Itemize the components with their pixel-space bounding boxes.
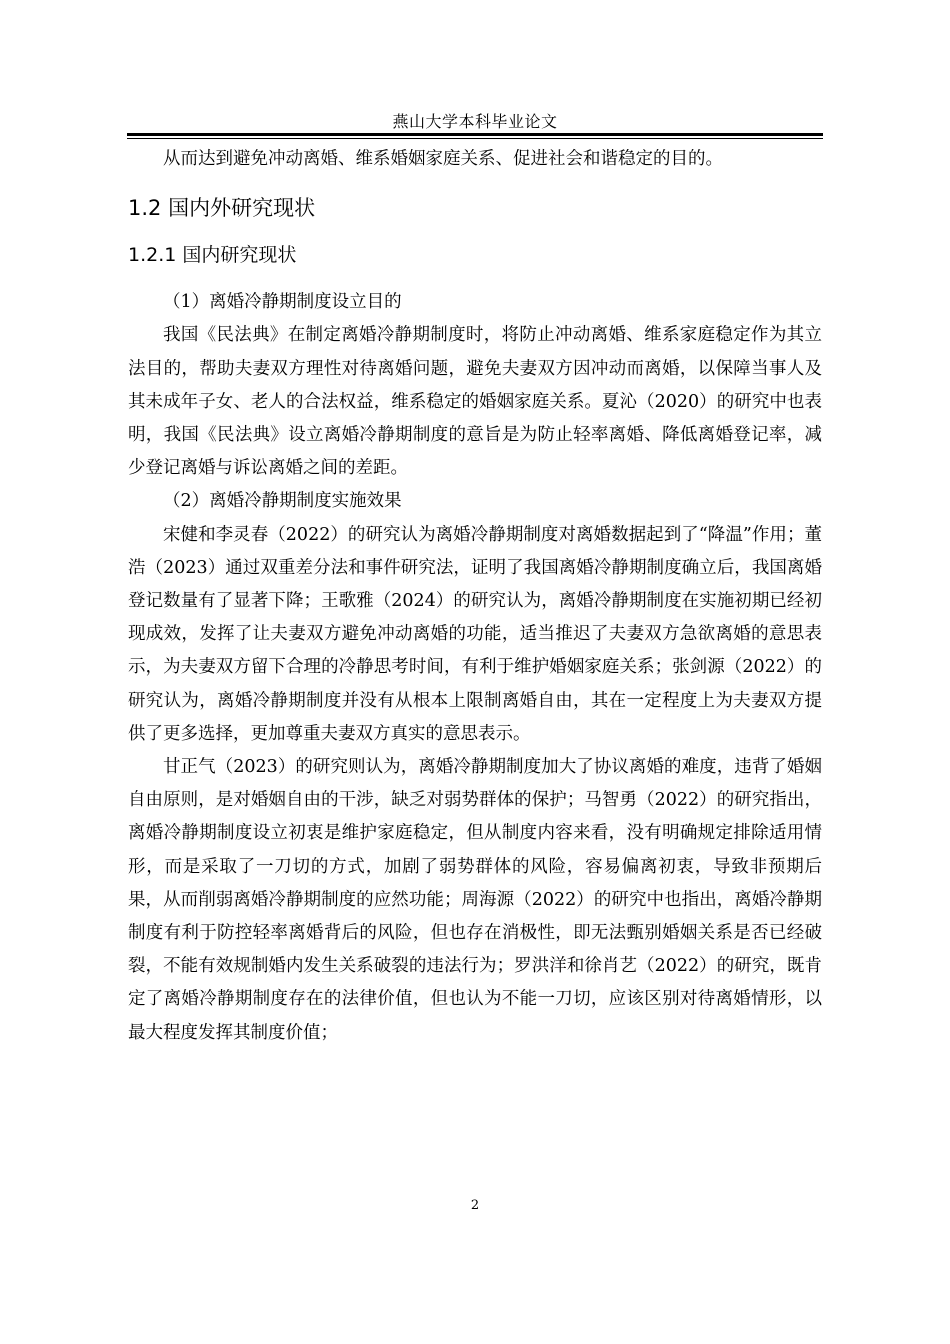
item1-paragraph: 我国《民法典》在制定离婚冷静期制度时，将防止冲动离婚、维系家庭稳定作为其立法目的，帮助夫妻双方理性对待离婚问题，避免夫妻双方因冲动而离婚，以保障当事人及其未成年子女、老人的合法权益，维系稳定的婚姻家庭关系。夏沁（2020）的研究中也表明，我国《民法典》设立离婚冷静期制度的意旨是为防止轻率离婚、降低离婚登记率，减少登记离婚与诉讼离婚之间的差距。 (128, 325, 822, 479)
body-text (128, 143, 822, 1050)
item2-heading: （2）离婚冷静期制度实施效果 (163, 491, 402, 512)
section-heading: 1.2 国内外研究现状 (128, 196, 316, 221)
header-rule-thick (127, 133, 823, 136)
item1-heading: （1）离婚冷静期制度设立目的 (163, 292, 402, 313)
item2-paragraph-1: 宋健和李灵春（2022）的研究认为离婚冷静期制度对离婚数据起到了“降温”作用；董浩（2023）通过双重差分法和事件研究法，证明了我国离婚冷静期制度确立后，我国离婚登记数量有了显著下降；王歌雅（2024）的研究认为，离婚冷静期制度在实施初期已经初现成效，发挥了让夫妻双方避免冲动离婚的功能，适当推迟了夫妻双方急欲离婚的意思表示，为夫妻双方留下合理的冷静思考时间，有利于维护婚姻家庭关系；张剑源（2022）的研究认为，离婚冷静期制度并没有从根本上限制离婚自由，其在一定程度上为夫妻双方提供了更多选择，更加尊重夫妻双方真实的意思表示。 (128, 524, 822, 744)
subsection-heading: 1.2.1 国内研究现状 (128, 244, 297, 267)
page-number: 2 (470, 1198, 480, 1213)
item2-paragraph-2: 甘正气（2023）的研究则认为，离婚冷静期制度加大了协议离婚的难度，违背了婚姻自由原则，是对婚姻自由的干涉，缺乏对弱势群体的保护；马智勇（2022）的研究指出，离婚冷静期制度设立初衷是维护家庭稳定，但从制度内容来看，没有明确规定排除适用情形，而是采取了一刀切的方式，加剧了弱势群体的风险，容易偏离初衷，导致非预期后果，从而削弱离婚冷静期制度的应然功能；周海源（2022）的研究中也指出，离婚冷静期制度有利于防控轻率离婚背后的风险，但也存在消极性，即无法甄别婚姻关系是否已经破裂，不能有效规制婚内发生关系破裂的违法行为；罗洪洋和徐肖艺（2022）的研究，既肯定了离婚冷静期制度存在的法律价值，但也认为不能一刀切，应该区别对待离婚情形，以最大程度发挥其制度价值； (128, 757, 822, 1043)
header-rule-thin (127, 138, 823, 139)
continuation-paragraph: 从而达到避免冲动离婚、维系婚姻家庭关系、促进社会和谐稳定的目的。 (163, 149, 723, 169)
running-header: 燕山大学本科毕业论文 (392, 112, 558, 131)
